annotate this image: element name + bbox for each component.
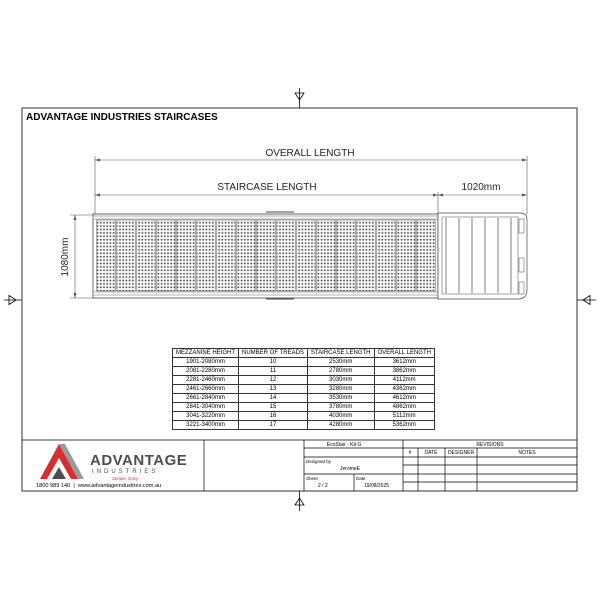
- header-number-of-treads: NUMBER OF TREADS: [239, 349, 308, 358]
- stair-tread: [337, 220, 355, 291]
- date-label: Date: [356, 476, 366, 481]
- stair-tread: [357, 220, 375, 291]
- header-staircase-length: STAIRCASE LENGTH: [307, 349, 374, 358]
- table-cell: 3030mm: [307, 376, 374, 385]
- table-cell: 5112mm: [374, 412, 434, 421]
- table-cell: 3280mm: [307, 385, 374, 394]
- revisions-header: REVISIONS: [476, 442, 504, 448]
- table-row: [173, 403, 435, 412]
- table-row: [173, 376, 435, 385]
- rev-col-number: #: [408, 450, 412, 456]
- date-value: 19/08/2025: [364, 483, 390, 489]
- table-row: [173, 394, 435, 403]
- stair-tread: [317, 220, 335, 291]
- table-row: [173, 421, 435, 430]
- header-overall-length: OVERALL LENGTH: [374, 349, 434, 358]
- table-cell: 13: [239, 385, 308, 394]
- contact-line: 1800 989 140 | www.advantageindustries.com.au: [36, 483, 162, 489]
- stair-tread: [217, 220, 235, 291]
- table-cell: 4112mm: [374, 376, 434, 385]
- table-cell: 4612mm: [374, 394, 434, 403]
- stair-tread: [297, 220, 315, 291]
- stair-tread: [257, 220, 275, 291]
- table-cell: 4362mm: [374, 385, 434, 394]
- table-cell: 3780mm: [307, 403, 374, 412]
- sheet-label: Sheet: [306, 476, 318, 481]
- header-mezzanine-height: MEZZANINE HEIGHT: [173, 349, 239, 358]
- stair-tread: [197, 220, 215, 291]
- table-cell: 15: [239, 403, 308, 412]
- table-cell: 2780mm: [307, 367, 374, 376]
- table-header-row: [173, 349, 435, 358]
- sheet-value: 2 / 2: [318, 483, 328, 489]
- landing-length-label: 1020mm: [461, 182, 501, 193]
- table-row: [173, 385, 435, 394]
- stair-tread: [237, 220, 255, 291]
- designed-by-value: JeromeE: [340, 466, 361, 472]
- stair-tread: [137, 220, 155, 291]
- staircase-length-label: STAIRCASE LENGTH: [217, 182, 317, 193]
- stair-tread: [417, 220, 435, 291]
- table-cell: 14: [239, 394, 308, 403]
- table-cell: 4862mm: [374, 403, 434, 412]
- table-cell: 2841-3040mm: [173, 403, 239, 412]
- stair-tread: [117, 220, 135, 291]
- drawing-name: EcoStair - Kit G: [326, 442, 362, 448]
- table-cell: 3862mm: [374, 367, 434, 376]
- advantage-logo: [40, 444, 187, 481]
- table-cell: 2281-2460mm: [173, 376, 239, 385]
- designed-by-label: Designed by: [306, 459, 332, 464]
- logo-wordmark: ADVANTAGE: [90, 452, 188, 469]
- table-cell: 11: [239, 367, 308, 376]
- table-row: [173, 412, 435, 421]
- table-cell: 1901-2080mm: [173, 358, 239, 367]
- table-cell: 10: [239, 358, 308, 367]
- staircase-spec-table: [172, 348, 435, 430]
- table-cell: 2661-2840mm: [173, 394, 239, 403]
- table-cell: 2081-2280mm: [173, 367, 239, 376]
- table-cell: 2461-2660mm: [173, 385, 239, 394]
- staircase-plan: [93, 212, 438, 299]
- stair-tread: [377, 220, 395, 291]
- stair-tread: [97, 220, 115, 291]
- sheet-border: [22, 108, 577, 491]
- table-cell: 3612mm: [374, 358, 434, 367]
- stair-tread: [157, 220, 175, 291]
- table-cell: 2530mm: [307, 358, 374, 367]
- landing-platform: [438, 213, 527, 299]
- table-cell: 3530mm: [307, 394, 374, 403]
- stair-tread: [397, 220, 415, 291]
- rev-col-designer: DESIGNER: [447, 450, 475, 456]
- table-cell: 4280mm: [307, 421, 374, 430]
- stair-tread: [177, 220, 195, 291]
- stair-tread: [277, 220, 295, 291]
- table-row: [173, 367, 435, 376]
- logo-tagline: Simple, Easy: [112, 476, 139, 481]
- rev-col-notes: NOTES: [518, 450, 536, 456]
- overall-length-label: OVERALL LENGTH: [265, 148, 355, 159]
- logo-subtitle: INDUSTRIES: [92, 469, 159, 475]
- table-cell: 16: [239, 412, 308, 421]
- table-cell: 3041-3220mm: [173, 412, 239, 421]
- table-cell: 12: [239, 376, 308, 385]
- table-cell: 5362mm: [374, 421, 434, 430]
- rev-col-date: DATE: [424, 450, 438, 456]
- table-cell: 3221-3400mm: [173, 421, 239, 430]
- width-label: 1080mm: [60, 237, 71, 277]
- table-cell: 4030mm: [307, 412, 374, 421]
- table-row: [173, 358, 435, 367]
- drawing-title: ADVANTAGE INDUSTRIES STAIRCASES: [26, 112, 218, 123]
- table-cell: 17: [239, 421, 308, 430]
